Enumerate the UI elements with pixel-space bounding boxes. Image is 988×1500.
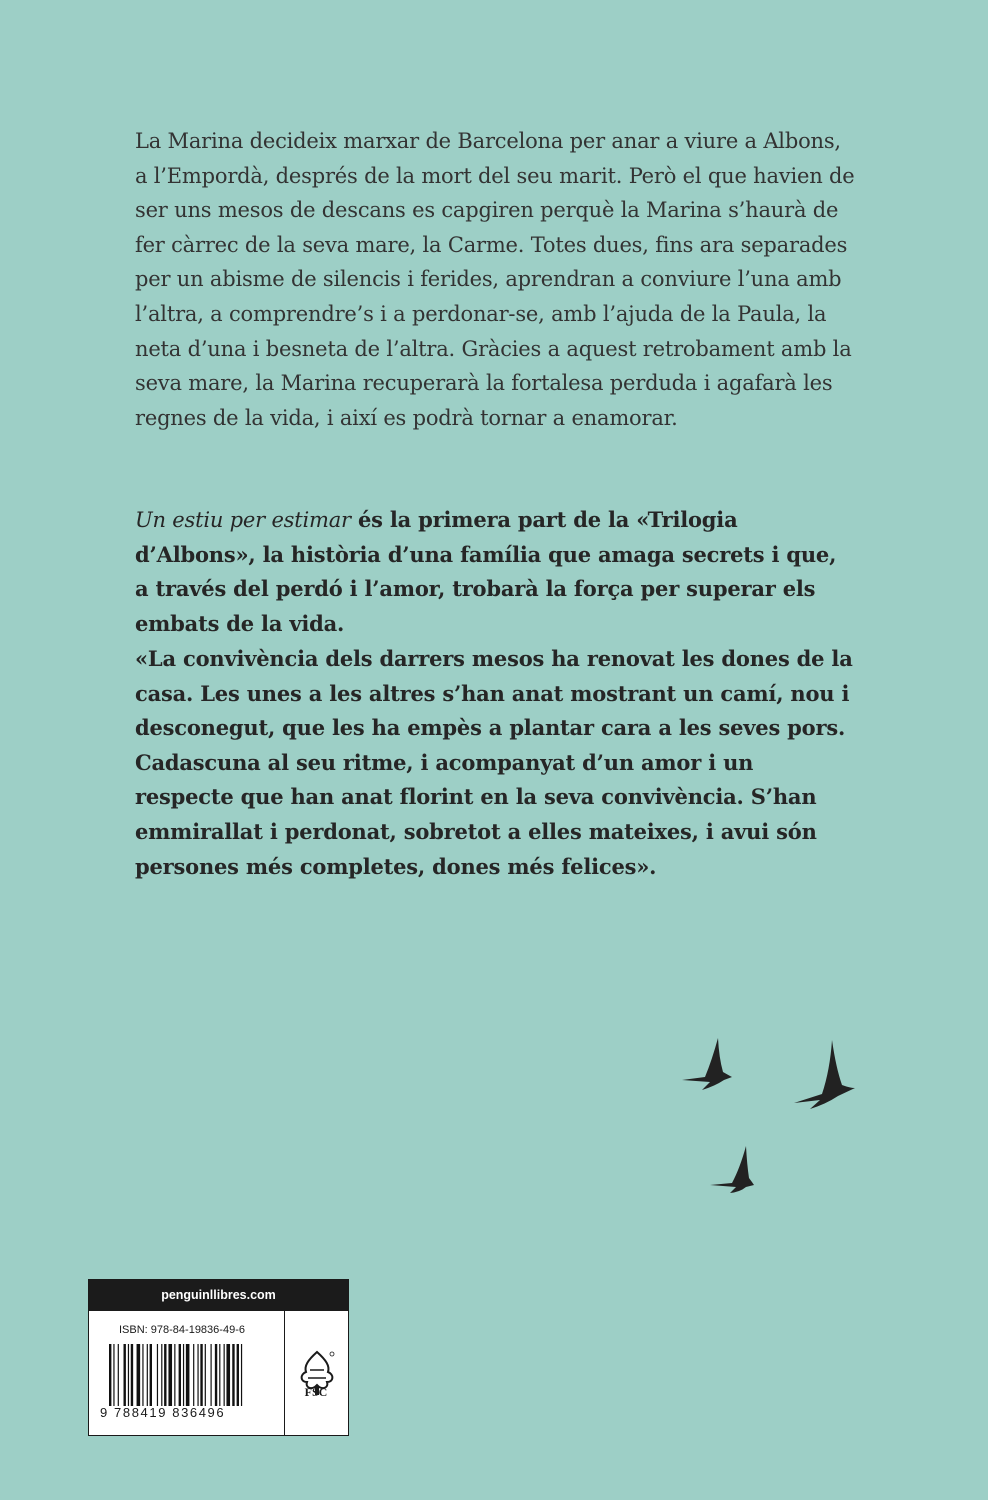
bird-icon (682, 1038, 732, 1090)
bird-icon (794, 1040, 855, 1109)
quote-paragraph: «La convivència dels darrers mesos ha renovat les dones de la casa. Les unes a les altres s’han anat mostrant un camí, nou i desconegut, que les ha empès a plantar cara a les seves pors. Cadascuna al seu ritme, i acompanyat d’un amor i un respecte que han anat florint en la seva convivència. S’han emmirallat i perdonat, sobretot a elles mateixes, i avui són persones més completes, dones més felices». (135, 646, 853, 879)
synopsis-paragraph: La Marina decideix marxar de Barcelona per anar a viure a Albons, a l’Empordà, després de la mort del seu marit. Però el que havien de ser uns mesos de descans es capgiren perquè la Marina s’haurà de fer càrrec de la seva mare, la Carme. Totes dues, fins ara separades per un abisme de silencis i ferides, aprendran a conviure l’una amb l’altra, a comprendre’s i a perdonar-se, amb l’ajuda de la Paula, la neta d’una i besneta de l’altra. Gràcies a aquest retrobament amb la seva mare, la Marina recuperarà la fortalesa perduda i agafarà les regnes de la vida, i així es podrà tornar a enamorar. (135, 129, 855, 430)
tagline-paragraph (135, 503, 855, 641)
barcode (109, 1344, 287, 1406)
bird-icon (710, 1146, 754, 1193)
isbn-text: ISBN: 978-84-19836-49-6 (119, 1324, 245, 1336)
tagline-text: és la primera part de la «Trilogia d’Albons», la història d’una família que amaga secrets i que, a través del perdó i l’amor, trobarà la força per superar els embats de la vida. (135, 507, 837, 636)
barcode-digits: 9 788419 836496 (100, 1405, 226, 1420)
website-label: penguinllibres.com (89, 1280, 348, 1311)
book-title: Un estiu per estimar (135, 508, 351, 532)
fsc-label: FSC (304, 1385, 328, 1399)
birds-illustration (670, 1030, 870, 1200)
divider (284, 1311, 285, 1435)
barcode-box (88, 1279, 349, 1436)
